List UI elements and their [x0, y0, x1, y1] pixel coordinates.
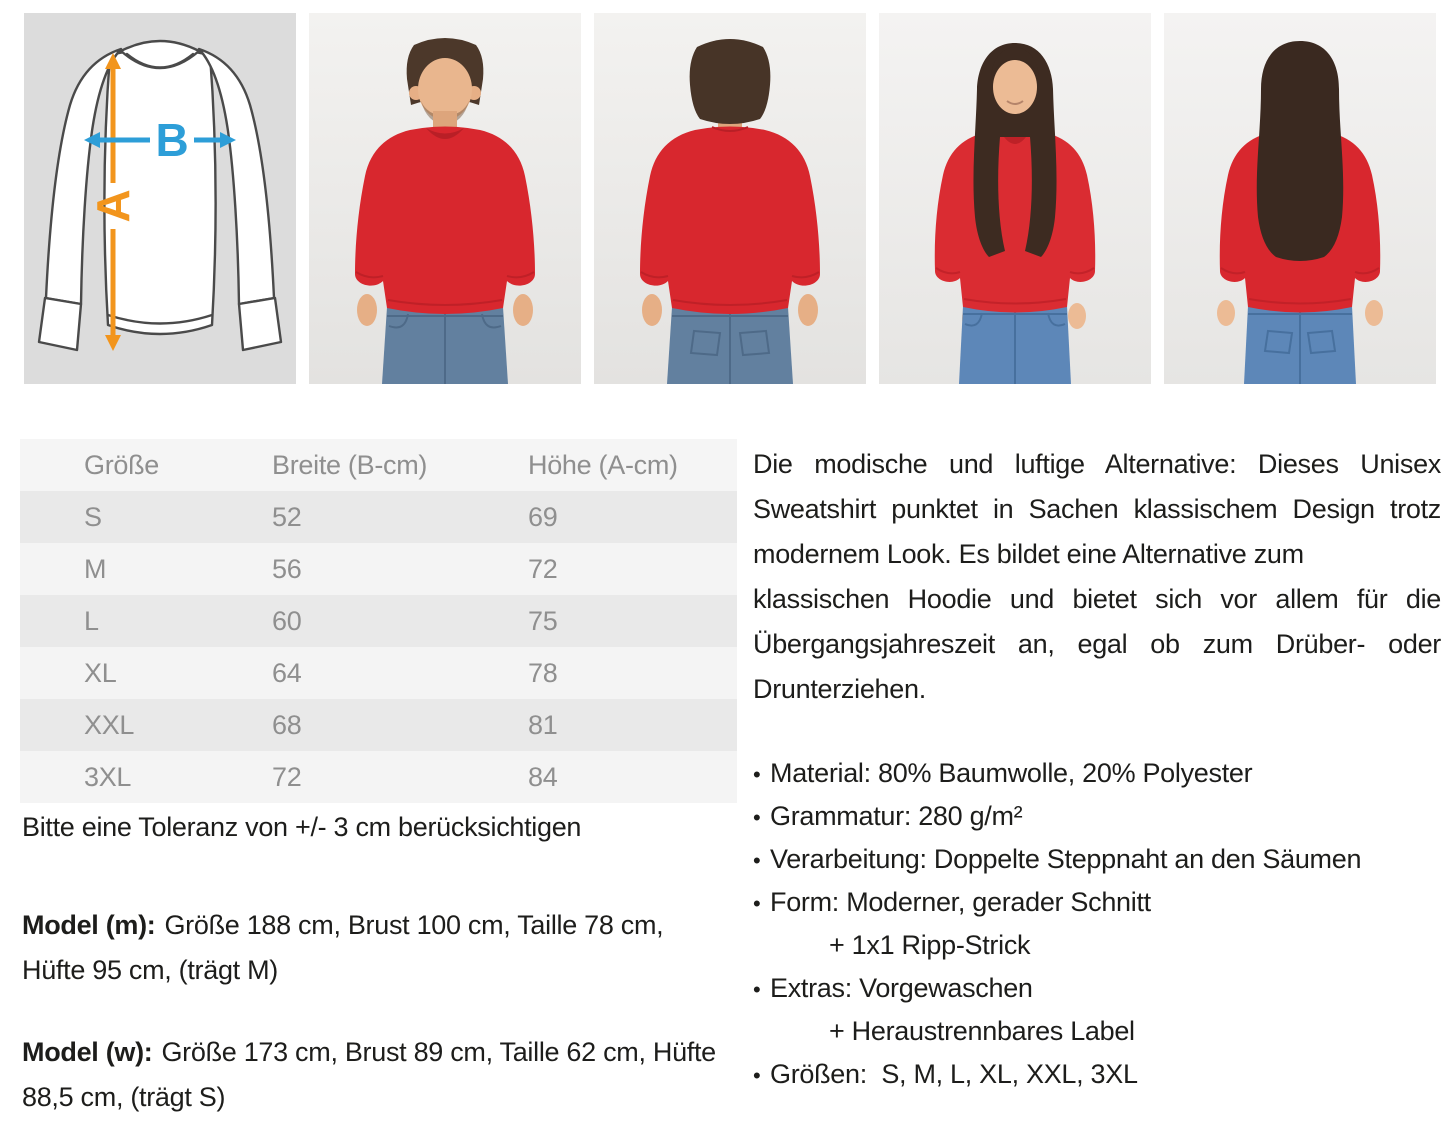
- bullet-icon: •: [753, 1063, 761, 1088]
- width-cell: 56: [272, 553, 302, 584]
- height-cell: 75: [528, 605, 558, 636]
- model-m-info: [22, 903, 727, 993]
- height-cell: 81: [528, 709, 558, 740]
- photo-man-back: [594, 13, 866, 384]
- photo-woman-back: [1164, 13, 1436, 384]
- table-row-s: [20, 491, 737, 543]
- size-table-header-row: [20, 439, 737, 491]
- feature-item-groessen: [753, 1053, 1441, 1096]
- description-line: Übergangsjahreszeit an, egal ob zum Drüber- oder: [753, 629, 1441, 659]
- model-w-details: Größe 173 cm, Brust 89 cm, Taille 62 cm, Hüfte 88,5 cm, (trägt S): [22, 1037, 716, 1112]
- size-column-header: Größe: [84, 449, 160, 480]
- photo-woman-front: [879, 13, 1151, 384]
- bullet-icon: •: [753, 977, 761, 1002]
- feature-item-verarbeitung: [753, 838, 1441, 881]
- width-cell: 52: [272, 501, 302, 532]
- size-cell: XL: [84, 657, 117, 688]
- woman-back-figure: [1164, 13, 1436, 384]
- feature-text: Form: Moderner, gerader Schnitt: [770, 887, 1151, 917]
- photo-man-front: [309, 13, 581, 384]
- height-cell: 69: [528, 501, 558, 532]
- feature-subitem-ripp-strick: + 1x1 Ripp-Strick: [829, 930, 1031, 960]
- product-description: [753, 442, 1441, 712]
- feature-item-material: [753, 752, 1441, 795]
- bullet-icon: •: [753, 762, 761, 787]
- product-image-gallery: [24, 13, 1436, 384]
- feature-list: [753, 752, 1441, 1096]
- table-row-3xl: [20, 751, 737, 803]
- size-table: [20, 439, 737, 803]
- size-table-section: [20, 439, 737, 803]
- description-line: Drunterziehen.: [753, 674, 926, 704]
- man-back-figure: [594, 13, 866, 384]
- model-m-details: Größe 188 cm, Brust 100 cm, Taille 78 cm, Hüfte 95 cm, (trägt M): [22, 910, 664, 985]
- bullet-icon: •: [753, 848, 761, 873]
- width-cell: 72: [272, 761, 302, 792]
- height-cell: 72: [528, 553, 558, 584]
- description-line: modernem Look. Es bildet eine Alternative zum: [753, 539, 1304, 569]
- size-cell: XXL: [84, 709, 135, 740]
- label-B: B: [155, 114, 189, 166]
- description-line: Die modische und luftige Alternative: Dieses Unisex: [753, 449, 1441, 479]
- description-line: Sweatshirt punktet in Sachen klassischem Design trotz: [753, 494, 1441, 524]
- feature-text: Material: 80% Baumwolle, 20% Polyester: [770, 758, 1253, 788]
- width-column-header: Breite (B-cm): [272, 449, 428, 480]
- table-row-m: [20, 543, 737, 595]
- feature-subitem-label: + Heraustrennbares Label: [829, 1016, 1135, 1046]
- height-cell: 84: [528, 761, 558, 792]
- product-description-column: [753, 442, 1441, 1096]
- size-cell: M: [84, 553, 107, 584]
- width-cell: 60: [272, 605, 302, 636]
- feature-text: Verarbeitung: Doppelte Steppnaht an den Säumen: [770, 844, 1362, 874]
- size-cell: 3XL: [84, 761, 132, 792]
- height-column-header: Höhe (A-cm): [528, 449, 678, 480]
- woman-front-figure: [879, 13, 1151, 384]
- description-line: klassischen Hoodie und bietet sich vor allem für die: [753, 584, 1441, 614]
- bullet-icon: •: [753, 805, 761, 830]
- size-cell: S: [84, 501, 102, 532]
- label-A: A: [87, 189, 139, 223]
- table-row-l: [20, 595, 737, 647]
- man-front-figure: [309, 13, 581, 384]
- feature-text: Grammatur: 280 g/m²: [770, 801, 1023, 831]
- model-w-info: [22, 1030, 727, 1120]
- feature-item-extras: [753, 967, 1441, 1010]
- size-cell: L: [84, 605, 99, 636]
- size-diagram-panel: [24, 13, 296, 384]
- width-cell: 64: [272, 657, 302, 688]
- model-m-label: Model (m):: [22, 910, 156, 940]
- tolerance-note: Bitte eine Toleranz von +/- 3 cm berücksichtigen: [22, 812, 582, 842]
- sweatshirt-measurement-diagram: [24, 13, 296, 384]
- height-cell: 78: [528, 657, 558, 688]
- model-w-label: Model (w):: [22, 1037, 153, 1067]
- width-cell: 68: [272, 709, 302, 740]
- bullet-icon: •: [753, 891, 761, 916]
- feature-item-form: [753, 881, 1441, 924]
- feature-text: Extras: Vorgewaschen: [770, 973, 1033, 1003]
- feature-item-grammatur: [753, 795, 1441, 838]
- table-row-xxl: [20, 699, 737, 751]
- table-row-xl: [20, 647, 737, 699]
- feature-text: Größen: S, M, L, XL, XXL, 3XL: [770, 1059, 1138, 1089]
